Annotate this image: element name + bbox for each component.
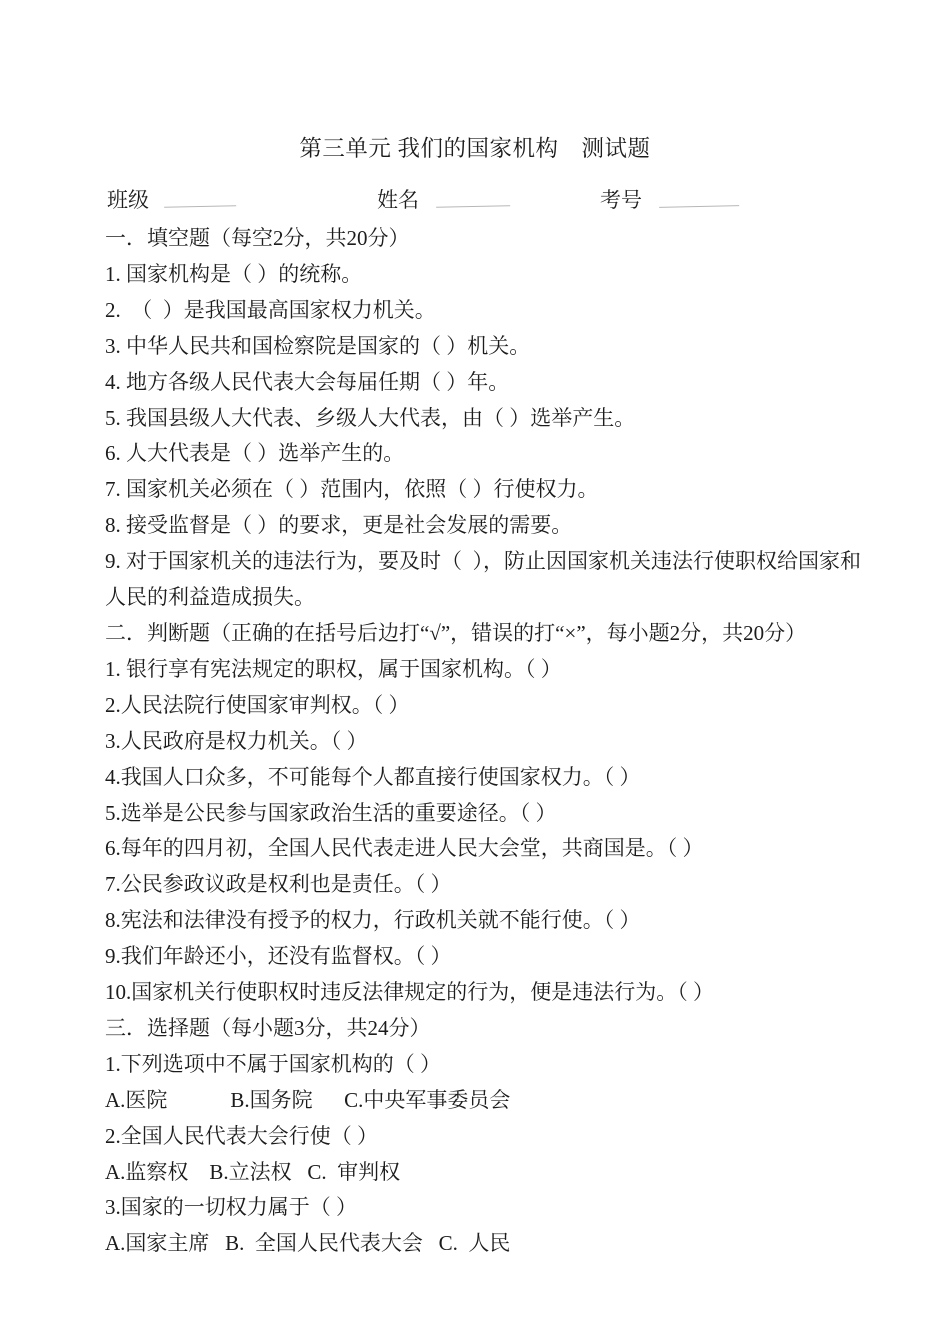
fill-blank-question-2: 2. （ ）是我国最高国家权力机关。 (105, 297, 436, 322)
exam-no-label: 考号 (600, 188, 642, 212)
true-false-question-2: 2.人民法院行使国家审判权。（ ） (105, 692, 410, 717)
true-false-question-4: 4.我国人口众多，不可能每个人都直接行使国家权力。（ ） (105, 764, 641, 789)
exam-no-blank-line[interactable] (659, 190, 739, 208)
fill-blank-question-9: 9. 对于国家机关的违法行为，要及时（ ），防止因国家机关违法行使职权给国家和 (105, 549, 861, 574)
section-3-heading: 三．选择题（每小题3分，共24分） (105, 1015, 431, 1040)
section-2-heading: 二．判断题（正确的在括号后边打“√”，错误的打“×”，每小题2分，共20分） (105, 620, 807, 645)
fill-blank-question-3: 3. 中华人民共和国检察院是国家的（ ）机关。 (105, 333, 531, 358)
true-false-question-9: 9.我们年龄还小，还没有监督权。（ ） (105, 944, 452, 969)
page-title: 第三单元 我们的国家机构 测试题 (299, 136, 651, 161)
choice-question-1: 1.下列选项中不属于国家机构的（ ） (105, 1051, 441, 1076)
true-false-question-8: 8.宪法和法律没有授予的权力，行政机关就不能行使。（ ） (105, 908, 641, 933)
true-false-question-10: 10.国家机关行使职权时违反法律规定的行为，便是违法行为。（ ） (105, 980, 714, 1005)
paper-body (105, 221, 917, 1262)
fill-blank-question-6: 6. 人大代表是（ ）选举产生的。 (105, 441, 405, 466)
name-field (377, 184, 510, 214)
name-blank-line[interactable] (436, 190, 510, 208)
fill-blank-question-1: 1. 国家机构是（ ）的统称。 (105, 261, 363, 286)
fill-blank-question-4: 4. 地方各级人民代表大会每届任期（ ）年。 (105, 369, 510, 394)
fill-blank-question-8: 8. 接受监督是（ ）的要求，更是社会发展的需要。 (105, 513, 573, 538)
true-false-question-6: 6.每年的四月初，全国人民代表走进人民大会堂，共商国是。（ ） (105, 836, 704, 861)
section-1-heading: 一．填空题（每空2分，共20分） (105, 226, 410, 250)
true-false-question-3: 3.人民政府是权力机关。（ ） (105, 728, 368, 753)
true-false-question-5: 5.选举是公民参与国家政治生活的重要途径。（ ） (105, 800, 557, 825)
class-label: 班级 (107, 188, 149, 212)
choice-question-2-options: A.监察权 B.立法权 C. 审判权 (105, 1159, 401, 1184)
fill-blank-question-9-continued: 人民的利益造成损失。 (105, 585, 315, 610)
name-label: 姓名 (377, 188, 419, 212)
true-false-question-1: 1. 银行享有宪法规定的职权，属于国家机构。（ ） (105, 656, 562, 681)
class-blank-line[interactable] (164, 190, 236, 208)
choice-question-1-options: A.医院 B.国务院 C.中央军事委员会 (105, 1087, 511, 1112)
choice-question-2: 2.全国人民代表大会行使（ ） (105, 1123, 378, 1148)
choice-question-3-options: A.国家主席 B. 全国人民代表大会 C. 人民 (105, 1231, 511, 1256)
fill-blank-question-7: 7. 国家机关必须在（ ）范围内，依照（ ）行使权力。 (105, 477, 599, 502)
student-info-row (0, 184, 950, 220)
fill-blank-question-5: 5. 我国县级人大代表、乡级人大代表，由（ ）选举产生。 (105, 405, 636, 430)
class-field (107, 184, 236, 214)
exam-no-field (600, 184, 739, 214)
choice-question-3: 3.国家的一切权力属于（ ） (105, 1195, 357, 1220)
true-false-question-7: 7.公民参政议政是权利也是责任。（ ） (105, 872, 452, 897)
